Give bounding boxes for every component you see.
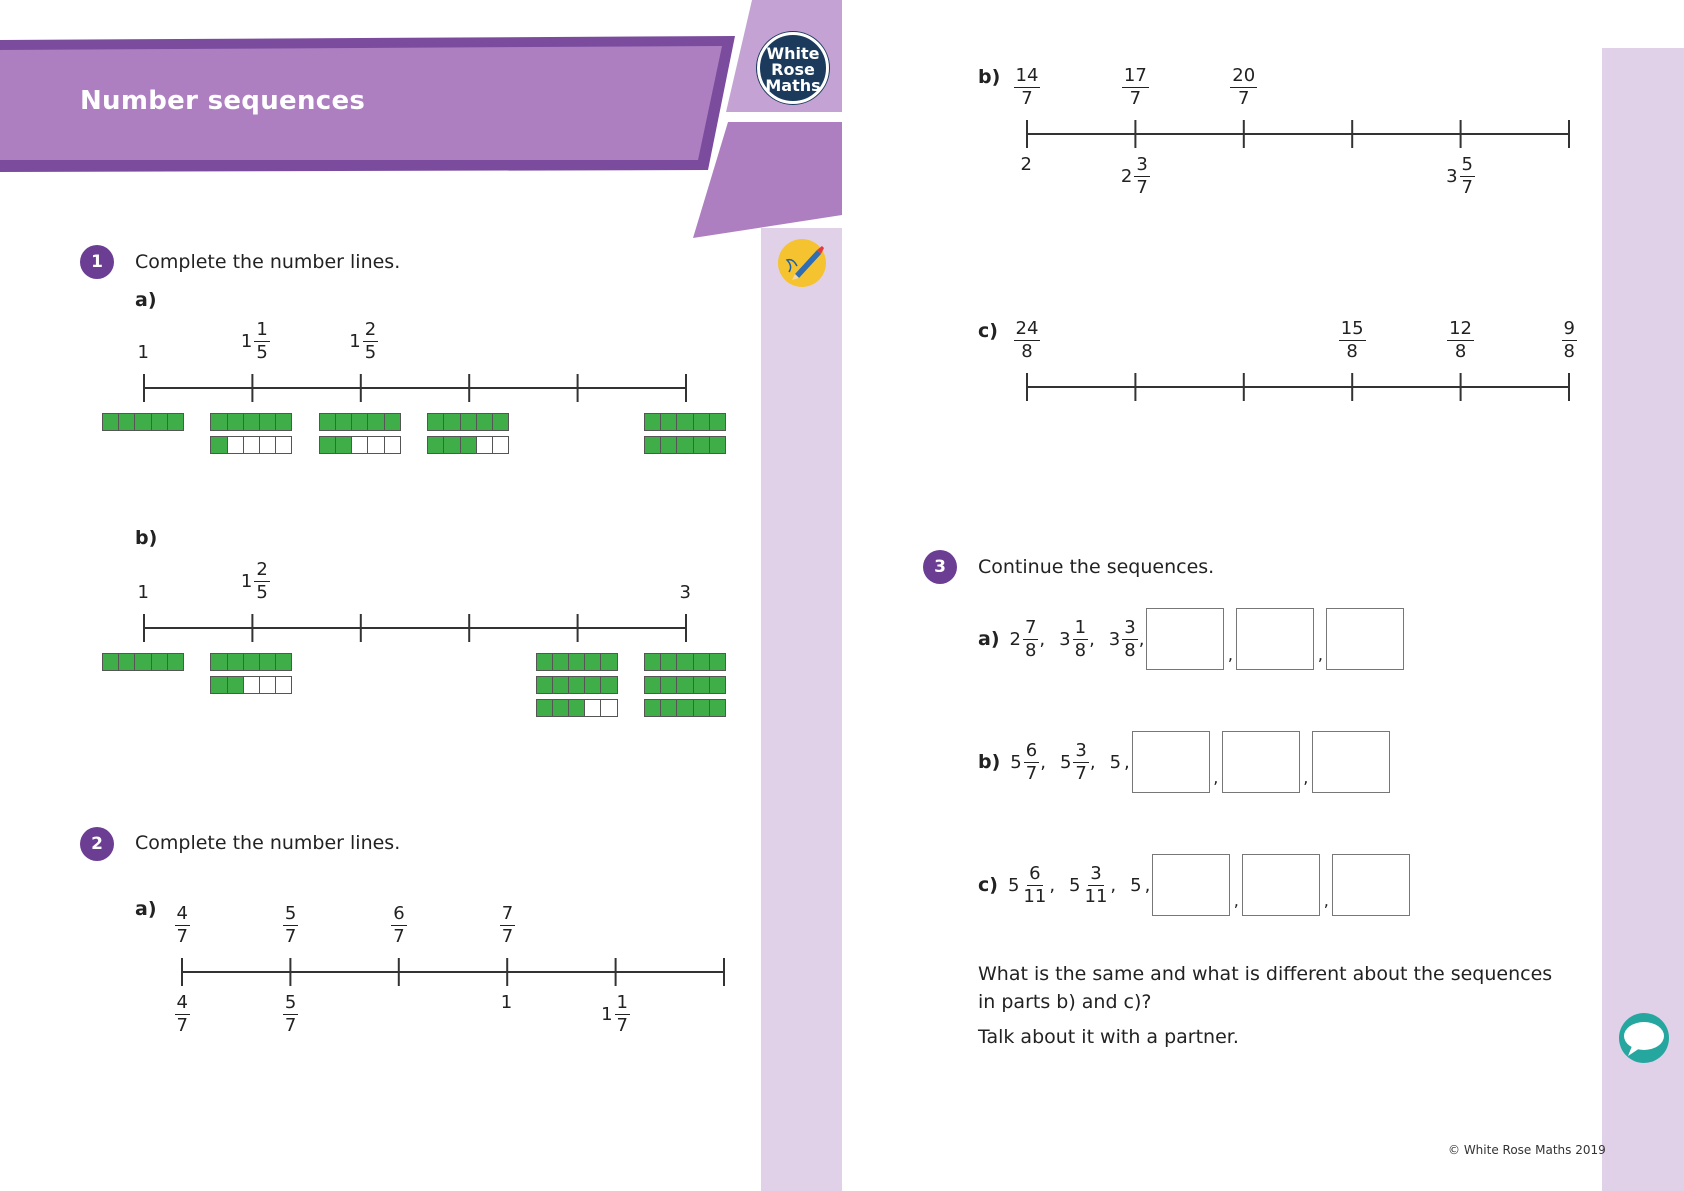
fraction bbox=[1447, 320, 1474, 361]
number-line-top-label bbox=[1014, 320, 1041, 361]
numerator: 5 bbox=[284, 903, 297, 924]
term-separator: , bbox=[1040, 751, 1046, 773]
numerator: 2 bbox=[256, 559, 268, 580]
q2a-label: a) bbox=[135, 898, 157, 920]
numerator: 6 bbox=[393, 903, 405, 924]
numerator: 6 bbox=[1025, 739, 1038, 761]
whole-part: 5 bbox=[1109, 751, 1122, 773]
denominator: 8 bbox=[1346, 341, 1358, 362]
fraction bbox=[1014, 320, 1041, 361]
term-separator: , bbox=[1110, 874, 1117, 896]
sequence-term bbox=[1010, 739, 1039, 784]
sequence-row bbox=[978, 854, 1410, 916]
whole-part: 2 bbox=[1009, 628, 1021, 650]
q2c-label: c) bbox=[978, 320, 998, 342]
numerator: 7 bbox=[1024, 616, 1037, 638]
numerator: 14 bbox=[1015, 65, 1039, 86]
number-line-top-label bbox=[1339, 320, 1366, 361]
answer-box[interactable] bbox=[1326, 608, 1404, 670]
question-3-text: Continue the sequences. bbox=[978, 556, 1215, 578]
whole-part: 1 bbox=[240, 570, 253, 592]
page-title: Number sequences bbox=[80, 86, 366, 116]
denominator: 7 bbox=[1129, 88, 1142, 109]
whole-part: 1 bbox=[601, 1003, 613, 1025]
answer-box[interactable] bbox=[1236, 608, 1314, 670]
answer-box[interactable] bbox=[1152, 854, 1230, 916]
answer-box[interactable] bbox=[1332, 854, 1410, 916]
whole-part: 3 bbox=[1108, 628, 1121, 650]
logo-word-1: White bbox=[766, 44, 820, 63]
numerator: 6 bbox=[1029, 862, 1041, 884]
whole-part: 1 bbox=[137, 342, 149, 363]
term-separator: , bbox=[1089, 751, 1096, 773]
term-separator: , bbox=[1144, 874, 1151, 896]
numerator: 12 bbox=[1449, 318, 1472, 339]
sequence-part-label: b) bbox=[978, 751, 1001, 773]
numerator: 24 bbox=[1015, 318, 1039, 339]
numerator: 9 bbox=[1563, 318, 1575, 339]
box-separator: , bbox=[1227, 645, 1233, 664]
numerator: 3 bbox=[1124, 616, 1136, 638]
fraction bbox=[1083, 862, 1110, 907]
denominator: 7 bbox=[1021, 88, 1033, 109]
denominator: 7 bbox=[1461, 177, 1473, 198]
question-1-number: 1 bbox=[80, 245, 114, 279]
numerator: 3 bbox=[1090, 862, 1102, 884]
sequence-part-label: c) bbox=[978, 874, 998, 896]
whole-part: 3 bbox=[679, 582, 691, 603]
numerator: 20 bbox=[1232, 65, 1256, 86]
whole-part: 1 bbox=[349, 330, 361, 352]
fraction bbox=[1562, 320, 1577, 361]
denominator: 7 bbox=[1025, 762, 1038, 784]
denominator: 5 bbox=[364, 342, 377, 363]
fraction bbox=[1024, 739, 1039, 784]
denominator: 8 bbox=[1454, 341, 1467, 362]
box-separator: , bbox=[1323, 891, 1329, 910]
answer-box[interactable] bbox=[1312, 731, 1390, 793]
sequence-row bbox=[978, 731, 1390, 793]
fraction bbox=[1073, 739, 1088, 784]
fraction bbox=[1122, 616, 1137, 661]
denominator: 7 bbox=[176, 926, 188, 947]
fraction bbox=[1023, 616, 1038, 661]
denominator: 8 bbox=[1074, 639, 1087, 661]
answer-box[interactable] bbox=[1222, 731, 1300, 793]
copyright-notice: © White Rose Maths 2019 bbox=[1448, 1143, 1606, 1157]
numerator: 5 bbox=[1461, 154, 1473, 175]
term-separator: , bbox=[1039, 628, 1046, 650]
sequence-term bbox=[1108, 616, 1138, 661]
numerator: 2 bbox=[364, 319, 377, 340]
whole-part: 5 bbox=[1059, 751, 1072, 773]
term-separator: , bbox=[1049, 874, 1056, 896]
fraction bbox=[1021, 862, 1048, 907]
q1a-label: a) bbox=[135, 289, 157, 311]
denominator: 5 bbox=[256, 342, 268, 363]
question-2-number: 2 bbox=[80, 827, 114, 861]
numerator: 15 bbox=[1340, 318, 1364, 339]
numerator: 7 bbox=[501, 903, 514, 924]
numerator: 3 bbox=[1136, 154, 1148, 175]
sequence-term bbox=[1110, 752, 1123, 773]
sequence-term bbox=[1069, 862, 1109, 907]
answer-box[interactable] bbox=[1242, 854, 1320, 916]
denominator: 7 bbox=[1238, 88, 1250, 109]
answer-box[interactable] bbox=[1146, 608, 1224, 670]
numerator: 1 bbox=[256, 319, 268, 340]
denominator: 8 bbox=[1021, 341, 1033, 362]
box-separator: , bbox=[1233, 891, 1239, 910]
whole-part: 5 bbox=[1130, 874, 1142, 896]
denominator: 7 bbox=[616, 1015, 628, 1036]
denominator: 7 bbox=[284, 926, 297, 947]
denominator: 7 bbox=[176, 1015, 188, 1036]
fraction bbox=[1073, 616, 1088, 661]
number-line-top-label bbox=[1562, 320, 1577, 361]
denominator: 8 bbox=[1024, 639, 1037, 661]
question-3-number: 3 bbox=[923, 550, 957, 584]
logo-word-3: Maths bbox=[765, 76, 821, 95]
numerator: 1 bbox=[1074, 616, 1087, 638]
q1b-label: b) bbox=[135, 527, 158, 549]
numerator: 3 bbox=[1075, 739, 1087, 761]
whole-part: 5 bbox=[1069, 874, 1081, 896]
sequence-term bbox=[1009, 616, 1039, 661]
discussion-question: What is the same and what is different about the sequences in parts b) and c)? bbox=[978, 963, 1553, 1013]
numerator: 4 bbox=[176, 903, 188, 924]
numerator: 4 bbox=[176, 992, 188, 1013]
numerator: 1 bbox=[616, 992, 628, 1013]
denominator: 7 bbox=[1136, 177, 1148, 198]
question-2-text: Complete the number lines. bbox=[135, 832, 401, 854]
denominator: 7 bbox=[501, 926, 514, 947]
sequence-part-label: a) bbox=[978, 628, 1000, 650]
denominator: 7 bbox=[393, 926, 405, 947]
whole-part: 3 bbox=[1059, 628, 1071, 650]
sequence-term bbox=[1059, 739, 1089, 784]
sequence-term bbox=[1059, 616, 1088, 661]
whole-part: 5 bbox=[1010, 751, 1022, 773]
fraction bbox=[1339, 320, 1366, 361]
sequence-term bbox=[1007, 862, 1048, 907]
denominator: 7 bbox=[1075, 762, 1087, 784]
box-separator: , bbox=[1213, 768, 1219, 787]
box-separator: , bbox=[1317, 645, 1323, 664]
term-separator: , bbox=[1124, 751, 1130, 773]
denominator: 11 bbox=[1023, 885, 1047, 907]
denominator: 5 bbox=[256, 582, 268, 603]
sequence-term bbox=[1130, 875, 1143, 896]
whole-part: 1 bbox=[500, 992, 513, 1013]
numerator: 5 bbox=[284, 992, 297, 1013]
whole-part: 1 bbox=[240, 330, 253, 352]
talk-prompt: Talk about it with a partner. bbox=[978, 1026, 1239, 1048]
q2b-label: b) bbox=[978, 66, 1001, 88]
numerator: 17 bbox=[1123, 65, 1147, 86]
term-separator: , bbox=[1138, 628, 1145, 650]
whole-part: 2 bbox=[1020, 154, 1032, 175]
denominator: 11 bbox=[1084, 885, 1108, 907]
denominator: 8 bbox=[1124, 639, 1136, 661]
number-line-top-label bbox=[1447, 320, 1474, 361]
box-separator: , bbox=[1303, 768, 1309, 787]
denominator: 7 bbox=[284, 1015, 297, 1036]
whole-part: 1 bbox=[137, 582, 149, 603]
sequence-row bbox=[978, 608, 1404, 670]
term-separator: , bbox=[1089, 628, 1095, 650]
whole-part: 2 bbox=[1120, 165, 1133, 187]
question-1-text: Complete the number lines. bbox=[135, 251, 401, 273]
denominator: 8 bbox=[1563, 341, 1575, 362]
whole-part: 3 bbox=[1446, 165, 1458, 187]
whole-part: 5 bbox=[1007, 874, 1020, 896]
answer-box[interactable] bbox=[1132, 731, 1210, 793]
logo-word-2: Rose bbox=[771, 60, 815, 79]
